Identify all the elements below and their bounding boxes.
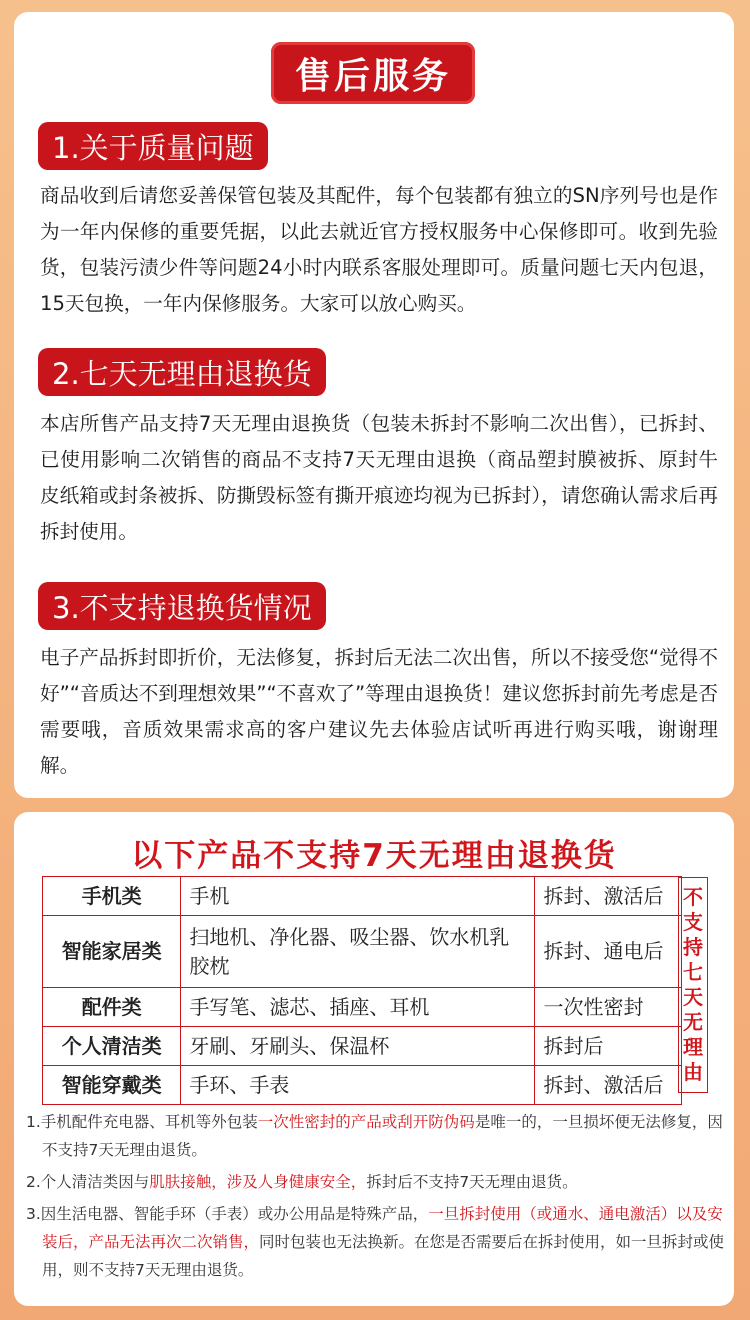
section-heading-quality: 1.关于质量问题 — [38, 122, 268, 170]
section-heading-no-return: 3.不支持退换货情况 — [38, 582, 326, 630]
section-body-no-return: 电子产品拆封即折价，无法修复，拆封后无法二次出售，所以不接受您“觉得不好”“音质达不到理想效果”“不喜欢了”等理由退换货！建议您拆封前先考虑是否需要哦，音质效果需求高的客户建议先去体验店试听再进行购买哦，谢谢理解。 — [40, 646, 718, 777]
category-cell: 智能穿戴类 — [43, 1066, 181, 1105]
items-cell: 扫地机、净化器、吸尘器、饮水机乳胶枕 — [181, 916, 535, 988]
items-cell: 手写笔、滤芯、插座、耳机 — [181, 988, 535, 1027]
non-returnable-title: 以下产品不支持7天无理由退换货 — [131, 838, 617, 874]
footnote-highlight: 一旦拆封使用（或通水、通电激活）以及安装后，产品无法再次二次销售， — [42, 1205, 723, 1251]
condition-cell: 拆封、激活后 — [535, 877, 682, 916]
condition-cell: 一次性密封 — [535, 988, 682, 1027]
items-cell: 手环、手表 — [181, 1066, 535, 1105]
items-cell: 手机 — [181, 877, 535, 916]
section-body-quality: 商品收到后请您妥善保管包装及其配件，每个包装都有独立的SN序列号也是作为一年内保修的重要凭据，以此去就近官方授权服务中心保修即可。收到先验货，包装污渍少件等问题24小时内联系客服处理即可。质量问题七天内包退，15天包换，一年内保修服务。大家可以放心购买。 — [40, 184, 718, 315]
side-note-char: 不 — [683, 885, 703, 909]
condition-cell: 拆封、通电后 — [535, 916, 682, 988]
side-note-char: 由 — [683, 1060, 703, 1084]
non-returnable-table — [42, 876, 682, 1105]
condition-cell: 拆封后 — [535, 1027, 682, 1066]
footnote-highlight: 肌肤接触，涉及人身健康安全， — [149, 1173, 367, 1191]
section-heading-7day-return: 2.七天无理由退换货 — [38, 348, 326, 396]
footnote-text: 是唯一的，一旦损坏便无法修复，因不支持7天无理由退货。 — [42, 1113, 723, 1159]
footnote-text: 同时包装也无法换新。在您是否需要后在拆封使用，如一旦拆封或使用，则不支持7天无理由退货。 — [42, 1233, 725, 1279]
side-note-char: 天 — [683, 985, 703, 1009]
category-cell: 个人清洁类 — [43, 1027, 181, 1066]
footnote-highlight: 一次性密封的产品或刮开防伪码 — [257, 1113, 475, 1131]
table-row — [43, 877, 682, 916]
footnote-text: 2.个人清洁类因与 — [26, 1173, 150, 1191]
side-note-char: 理 — [683, 1035, 703, 1059]
non-returnable-card — [14, 812, 734, 1306]
footnote-text: 拆封后不支持7天无理由退货。 — [366, 1173, 578, 1191]
table-row — [43, 988, 682, 1027]
table-row — [43, 916, 682, 988]
footnote-item — [26, 1108, 726, 1164]
after-sales-card — [14, 12, 734, 798]
side-note-char: 持 — [683, 935, 703, 959]
footnote-item — [26, 1168, 726, 1196]
category-cell: 智能家居类 — [43, 916, 181, 988]
section-body-7day-return: 本店所售产品支持7天无理由退换货（包装未拆封不影响二次出售），已拆封、已使用影响二次销售的商品不支持7天无理由退换（商品塑封膜被拆、原封牛皮纸箱或封条被拆、防撕毁标签有撕开痕迹均视为已拆封），请您确认需求后再拆封使用。 — [40, 412, 718, 543]
footnote-text: 1.手机配件充电器、耳机等外包装 — [26, 1113, 258, 1131]
table-row — [43, 1066, 682, 1105]
condition-cell: 拆封、激活后 — [535, 1066, 682, 1105]
category-cell: 配件类 — [43, 988, 181, 1027]
table-row — [43, 1027, 682, 1066]
side-note-char: 无 — [683, 1010, 703, 1034]
footnote-text: 3.因生活电器、智能手环（手表）或办公用品是特殊产品， — [26, 1205, 429, 1223]
footnote-list — [26, 1108, 726, 1288]
vertical-side-note — [678, 877, 708, 1093]
category-cell: 手机类 — [43, 877, 181, 916]
footnote-item — [26, 1200, 726, 1284]
items-cell: 牙刷、牙刷头、保温杯 — [181, 1027, 535, 1066]
page-title: 售后服务 — [271, 42, 475, 104]
side-note-char: 七 — [683, 960, 703, 984]
side-note-char: 支 — [683, 910, 703, 934]
